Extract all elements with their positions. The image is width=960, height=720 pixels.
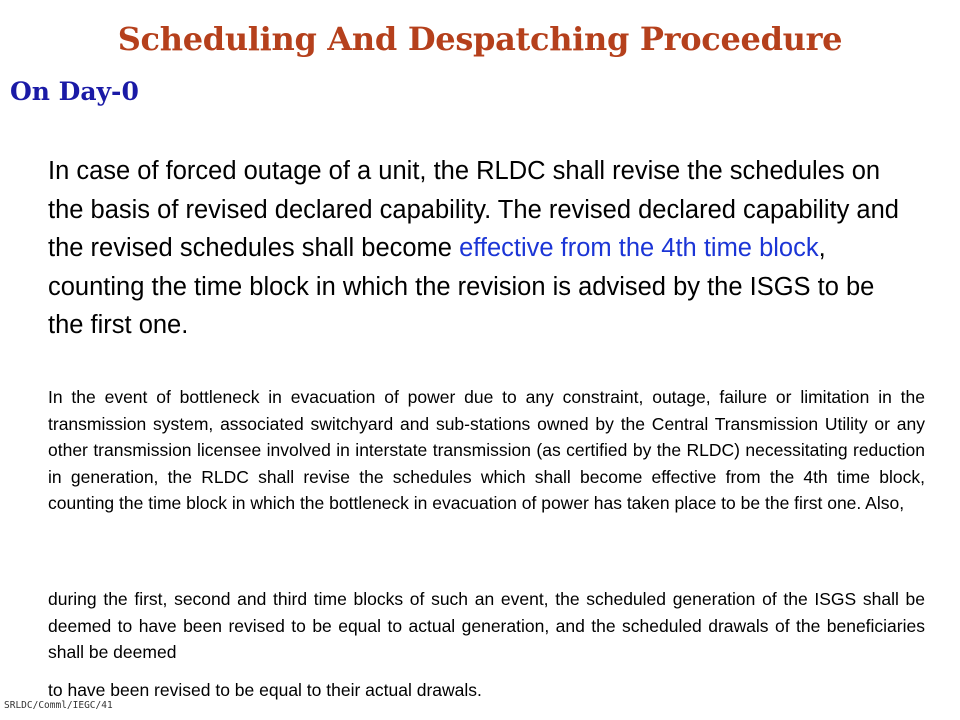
forced-outage-text-end: , counting the time block in which the revision is advised by the ISGS to be the first one. bbox=[48, 234, 875, 339]
slide-subtitle: On Day-0 bbox=[10, 77, 139, 106]
deemed-revision-last-line: to have been revised to be equal to their actual drawals. bbox=[48, 680, 482, 700]
forced-outage-text-start: In case of forced outage of a unit, the RLDC shall revise the schedules on the basis of revised declared capability. The revised declared capability and the revised schedules shall become bbox=[48, 157, 899, 262]
deemed-revision-paragraph: during the first, second and third time blocks of such an event, the scheduled generation of the ISGS shall be deemed to have been revised to be equal to actual generation, and the scheduled drawals of the beneficiaries shall be deemed bbox=[48, 589, 925, 662]
bottleneck-paragraph: In the event of bottleneck in evacuation of power due to any constraint, outage, failure or limitation in the transmission system, associated switchyard and sub-stations owned by the Central Transmission Utility or any other transmission licensee involved in interstate transmission (as certified by the RLDC) necessitating reduction in generation, the RLDC shall revise the schedules which shall become effective from the 4th time block, counting the time block in which the bottleneck in evacuation of power has taken place to be the first one. Also, bbox=[48, 387, 925, 513]
slide-footer-reference: SRLDC/Comml/IEGC/41 bbox=[4, 700, 113, 711]
forced-outage-paragraph bbox=[48, 152, 908, 345]
slide-title: Scheduling And Despatching Proceedure bbox=[117, 20, 843, 58]
effective-highlight-text: effective from the 4th time block bbox=[459, 234, 819, 262]
